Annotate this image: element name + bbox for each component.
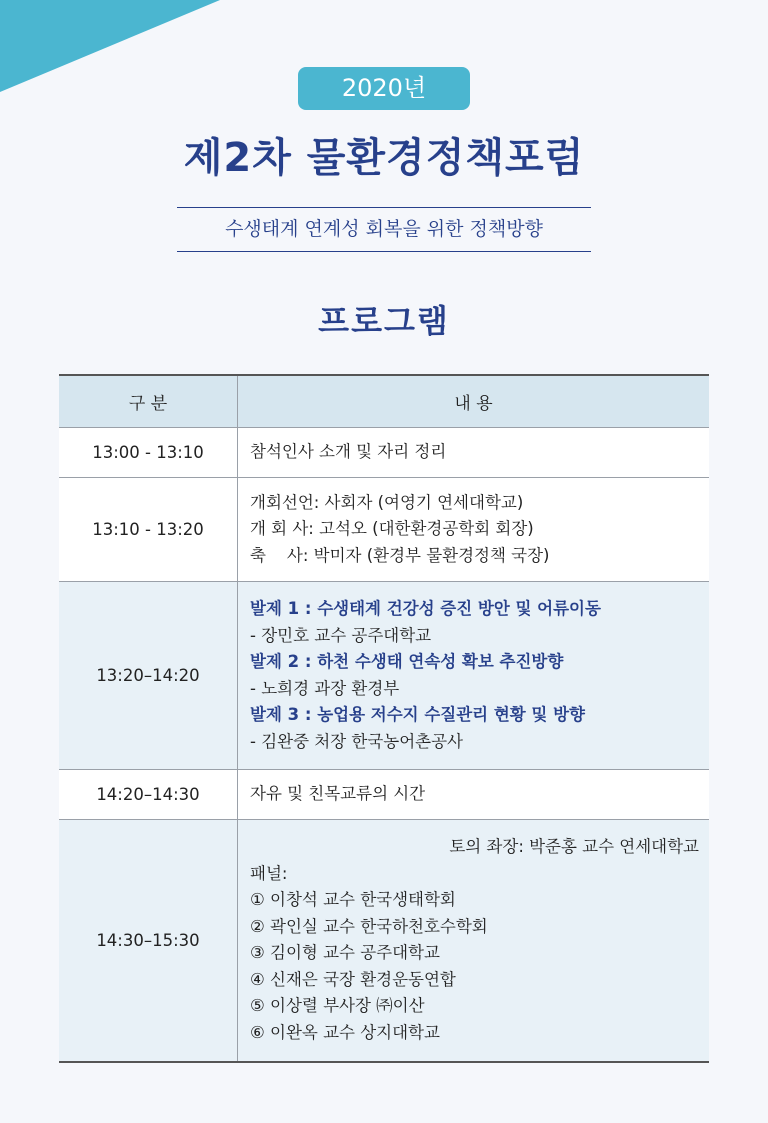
content-line: 개 회 사: 고석오 (대한환경공학회 회장) xyxy=(250,519,534,539)
row-content xyxy=(238,582,710,770)
row-time: 14:20–14:30 xyxy=(59,770,238,820)
table-row xyxy=(59,478,709,582)
table-row xyxy=(59,428,709,478)
panelist: ① 이창석 교수 한국생태학회 xyxy=(250,890,456,910)
panelist: ⑥ 이완옥 교수 상지대학교 xyxy=(250,1022,440,1042)
presentation-title: 발제 1 : 수생태계 건강성 증진 방안 및 어류이동 xyxy=(250,599,601,618)
row-content xyxy=(238,820,710,1062)
content-line: 참석인사 소개 및 자리 정리 xyxy=(250,442,447,462)
row-time: 13:00 - 13:10 xyxy=(59,428,238,478)
program-heading: 프로그램 xyxy=(318,302,450,340)
presentation-title: 발제 2 : 하천 수생태 연속성 확보 추진방향 xyxy=(250,652,564,671)
page-title: 제2차 물환경정책포럼 xyxy=(183,135,585,181)
table-row xyxy=(59,582,709,770)
panelist: ⑤ 이상렬 부사장 ㈜이산 xyxy=(250,996,425,1016)
year-badge: 2020년 xyxy=(298,67,470,110)
content-line: 자유 및 친목교류의 시간 xyxy=(250,784,426,804)
row-time: 13:10 - 13:20 xyxy=(59,478,238,582)
table-header-row xyxy=(59,375,709,428)
row-content xyxy=(238,428,710,478)
content-line: 축 사: 박미자 (환경부 물환경정책 국장) xyxy=(250,545,550,565)
panelist: ④ 신재은 국장 환경운동연합 xyxy=(250,969,456,989)
row-time: 14:30–15:30 xyxy=(59,820,238,1062)
panel-label: 패널: xyxy=(250,863,288,883)
row-content xyxy=(238,478,710,582)
column-header-time: 구 분 xyxy=(59,375,238,428)
presenter-line: - 노희경 과장 환경부 xyxy=(250,678,400,698)
panelist: ② 곽인실 교수 한국하천호수학회 xyxy=(250,916,488,936)
program-table xyxy=(59,374,709,1063)
corner-decoration xyxy=(0,0,220,92)
column-header-content: 내 용 xyxy=(238,375,710,428)
presenter-line: - 장민호 교수 공주대학교 xyxy=(250,625,432,645)
row-content xyxy=(238,770,710,820)
table-row xyxy=(59,770,709,820)
presentation-title: 발제 3 : 농업용 저수지 수질관리 현황 및 방향 xyxy=(250,705,585,724)
row-time: 13:20–14:20 xyxy=(59,582,238,770)
discussion-chair: 토의 좌장: 박준홍 교수 연세대학교 xyxy=(449,837,699,857)
page-subtitle: 수생태계 연계성 회복을 위한 정책방향 xyxy=(177,207,591,252)
presenter-line: - 김완중 처장 한국농어촌공사 xyxy=(250,731,463,751)
panelist: ③ 김이형 교수 공주대학교 xyxy=(250,943,440,963)
table-row xyxy=(59,820,709,1062)
content-line: 개회선언: 사회자 (여영기 연세대학교) xyxy=(250,492,524,512)
